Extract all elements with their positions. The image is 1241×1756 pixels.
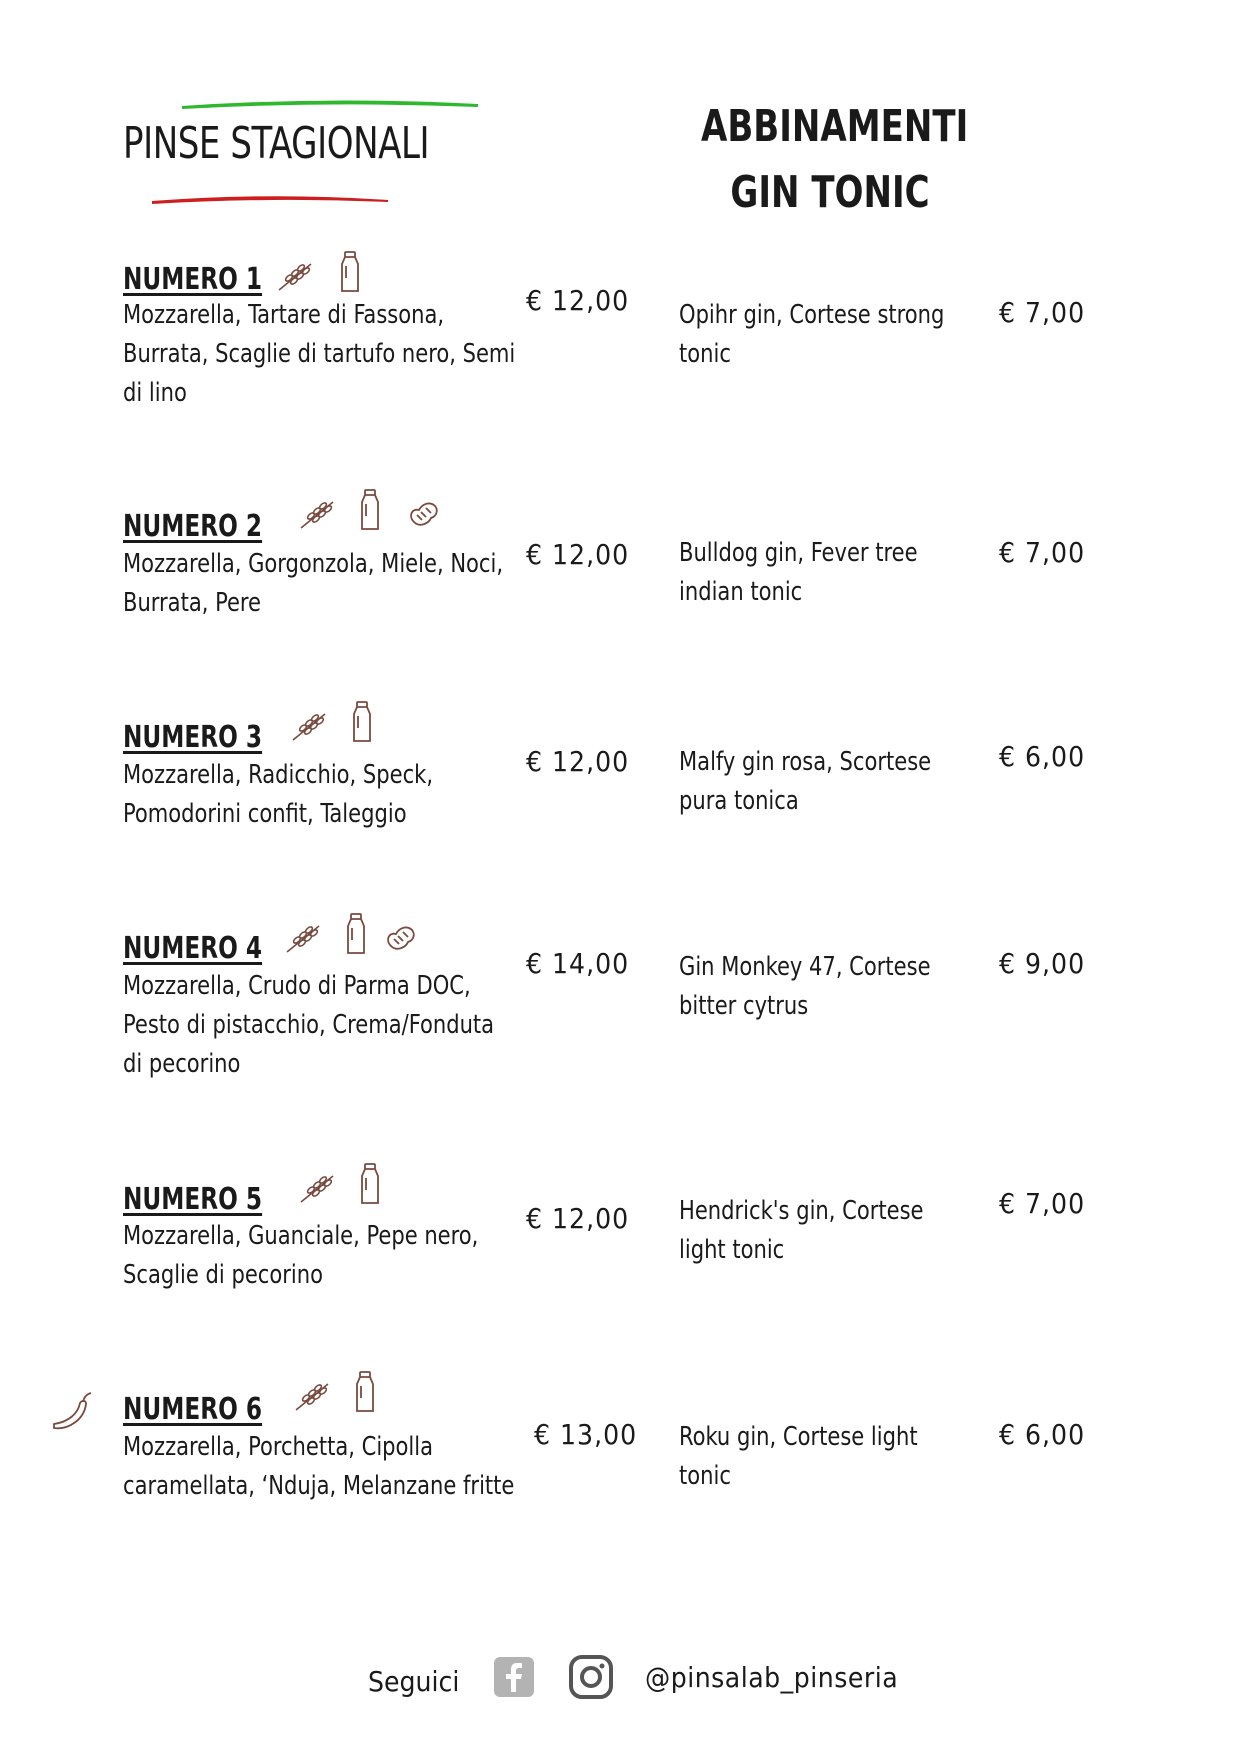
item-price: € 14,00 — [526, 947, 630, 980]
item-description: Mozzarella, Crudo di Parma DOC, Pesto di pistacchio, Crema/Fonduta di pecorino — [123, 971, 495, 1079]
wheat-icon — [297, 1170, 337, 1206]
milk-bottle-icon — [338, 250, 362, 294]
gin-pairing: Opihr gin, Cortese strong tonic — [679, 300, 945, 369]
item-description: Mozzarella, Tartare di Fassona, Burrata, Scaglie di tartufo nero, Semi di lino — [123, 300, 516, 408]
wheat-icon — [297, 496, 337, 532]
gin-price: € 7,00 — [999, 1187, 1086, 1220]
gin-price: € 7,00 — [999, 536, 1086, 569]
item-price: € 12,00 — [526, 745, 630, 778]
milk-bottle-icon — [344, 912, 368, 956]
milk-bottle-icon — [358, 488, 382, 532]
gin-price: € 6,00 — [999, 740, 1086, 773]
gin-price: € 6,00 — [999, 1418, 1086, 1451]
wheat-icon — [289, 708, 329, 744]
item-name: NUMERO 3 — [123, 720, 263, 755]
item-description: Mozzarella, Porchetta, Cipolla caramellata, ‘Nduja, Melanzane fritte — [123, 1432, 515, 1501]
item-price: € 12,00 — [526, 538, 630, 571]
gin-pairing: Malfy gin rosa, Scortese pura tonica — [679, 747, 932, 816]
wheat-icon — [283, 920, 323, 956]
milk-bottle-icon — [353, 1370, 377, 1414]
chili-pepper-icon — [50, 1390, 94, 1432]
peanut-icon — [406, 498, 442, 530]
facebook-icon[interactable] — [493, 1656, 535, 1698]
pairing-heading — [701, 94, 969, 226]
gin-pairing: Hendrick's gin, Cortese light tonic — [679, 1196, 924, 1265]
item-description: Mozzarella, Guanciale, Pepe nero, Scaglie di pecorino — [123, 1221, 479, 1290]
gin-price: € 9,00 — [999, 947, 1086, 980]
gin-pairing: Gin Monkey 47, Cortese bitter cytrus — [679, 952, 931, 1021]
item-description: Mozzarella, Gorgonzola, Miele, Noci, Burrata, Pere — [123, 549, 504, 618]
flag-red-stroke — [150, 192, 390, 204]
gin-price: € 7,00 — [999, 296, 1086, 329]
milk-bottle-icon — [358, 1162, 382, 1206]
item-name: NUMERO 5 — [123, 1182, 263, 1217]
flag-green-stroke — [180, 98, 480, 110]
gin-pairing: Bulldog gin, Fever tree indian tonic — [679, 538, 918, 607]
instagram-icon[interactable] — [568, 1654, 614, 1700]
item-price: € 12,00 — [526, 284, 630, 317]
pairing-heading-line2: GIN TONIC — [730, 167, 930, 218]
wheat-icon — [292, 1378, 332, 1414]
wheat-icon — [275, 258, 315, 294]
item-name: NUMERO 6 — [123, 1392, 263, 1427]
item-name: NUMERO 2 — [123, 509, 263, 544]
gin-pairing: Roku gin, Cortese light tonic — [679, 1422, 918, 1491]
item-price: € 13,00 — [534, 1418, 638, 1451]
peanut-icon — [383, 922, 419, 954]
item-description: Mozzarella, Radicchio, Speck, Pomodorini confit, Taleggio — [123, 760, 434, 829]
instagram-handle[interactable]: @pinsalab_pinseria — [645, 1661, 899, 1694]
item-name: NUMERO 1 — [123, 262, 263, 297]
milk-bottle-icon — [350, 700, 374, 744]
item-price: € 12,00 — [526, 1202, 630, 1235]
pairing-heading-line1: ABBINAMENTI — [701, 101, 969, 152]
page-title: PINSE STAGIONALI — [123, 118, 430, 169]
follow-label: Seguici — [368, 1665, 460, 1698]
item-name: NUMERO 4 — [123, 931, 263, 966]
